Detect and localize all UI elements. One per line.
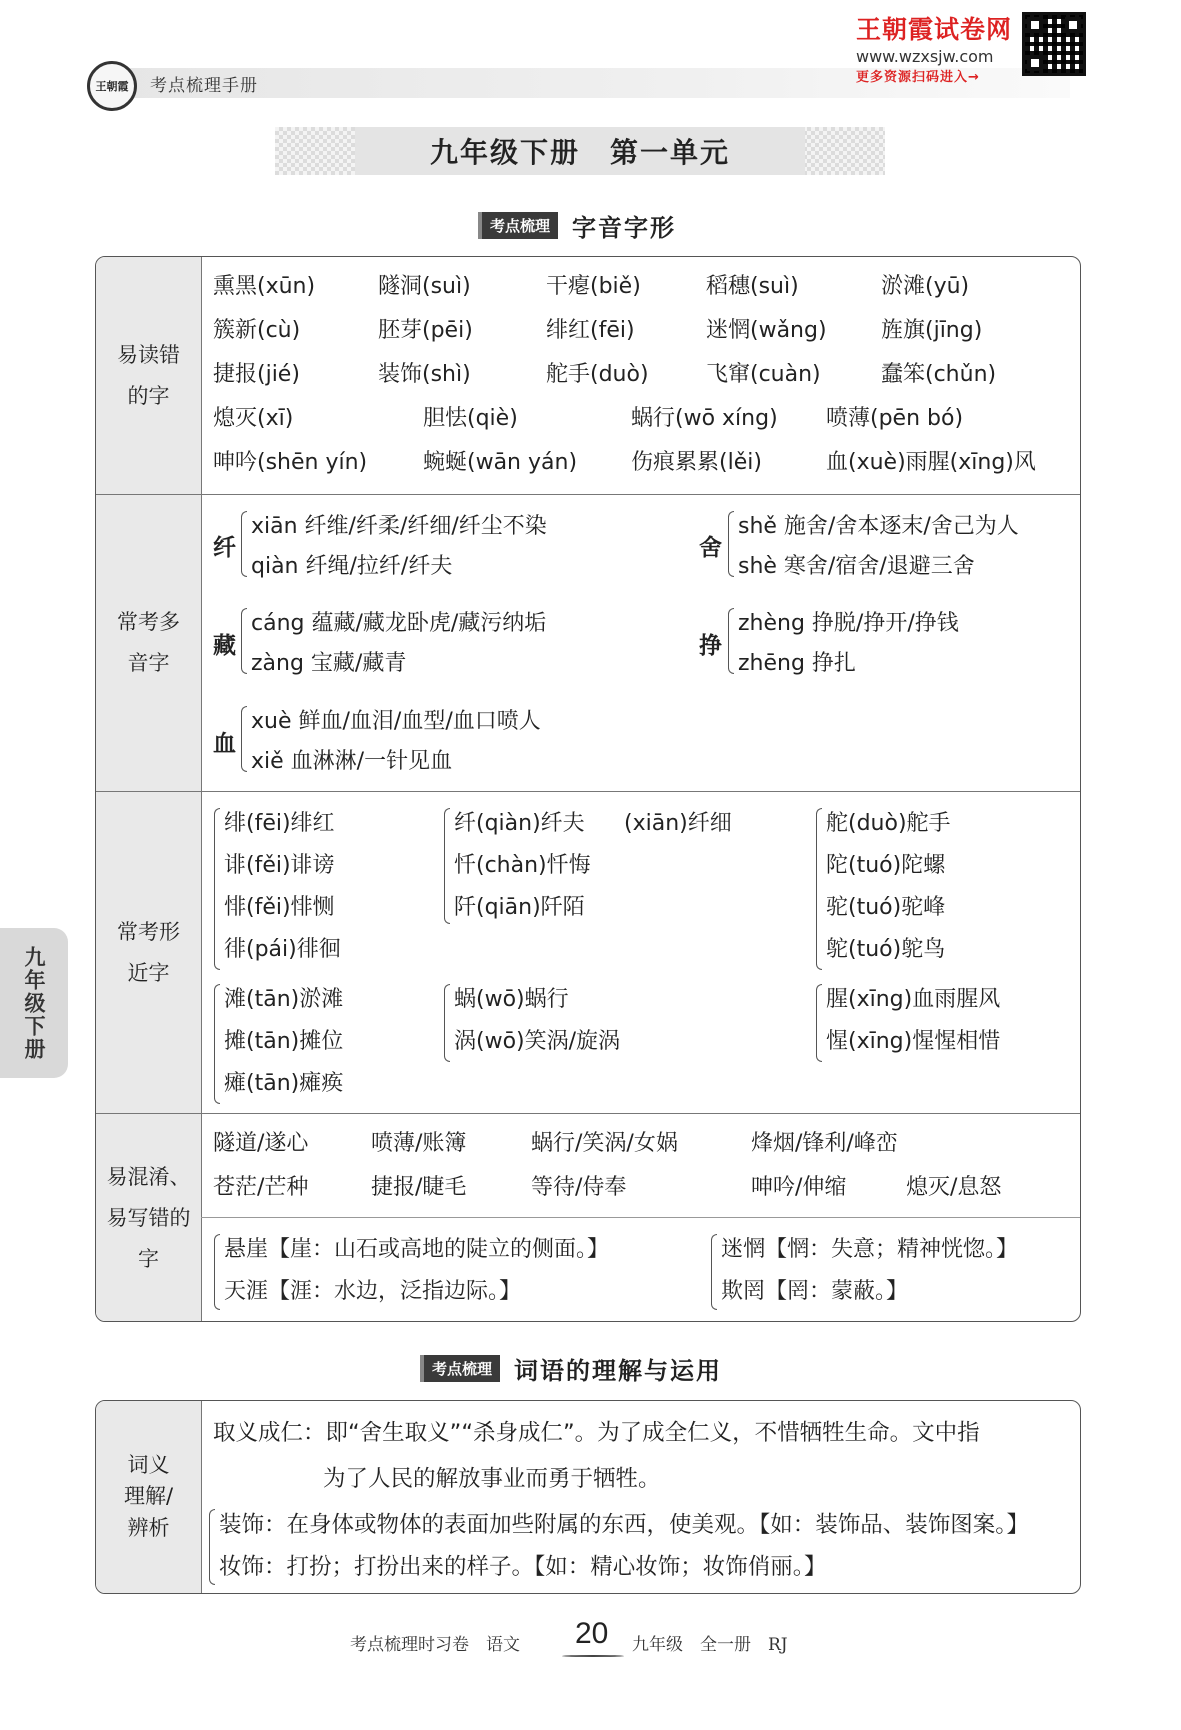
unit-title: 九年级下册 第一单元 [355,127,805,175]
polyphone-char: 藏 [213,633,236,659]
list-item: 蜗(wō)蜗行 [454,987,569,1012]
list-item: 徘(pái)徘徊 [224,937,341,962]
section-heading-1 [478,208,676,243]
list-item: 腥(xīng)血雨腥风 [826,987,1001,1012]
definition: 妆饰：打扮；打扮出来的样子。【如：精心妆饰；妆饰俏丽。】 [219,1554,827,1580]
brace [214,984,220,1104]
polyphone-line: cáng 蕴藏/藏龙卧虎/藏污纳垢 [251,611,547,636]
list-item: 熏黑(xūn) [213,274,316,299]
list-item: 驼(tuó)驼峰 [826,895,946,920]
list-item: 伤痕累累(lěi) [631,450,762,475]
brand-slogan: 更多资源扫码进入→ [856,70,980,85]
list-item: 滩(tān)淤滩 [224,987,344,1012]
page-number-underline [562,1655,624,1657]
list-item: 隧洞(suì) [378,274,471,299]
polyphone-char: 血 [213,731,236,757]
list-item: 蜗行/笑涡/女娲 [531,1131,678,1156]
section-title: 字音字形 [572,214,677,242]
polyphone-line: zàng 宝藏/藏青 [251,651,407,676]
definition: 取义成仁：即“舍生取义”“杀身成仁”。为了成全仁义，不惜牺牲生命。文中指 [213,1420,980,1446]
row-label: 词义理解/辨析 [96,1401,202,1593]
logo-text: 王朝霞 [95,80,129,93]
row-xing-jin-zi [96,791,1080,1113]
brace [728,511,734,577]
row-yi-hun-xiao [96,1113,1080,1322]
divider [201,1217,1080,1218]
list-item: 呻吟(shēn yín) [213,450,368,475]
list-item: 陀(tuó)陀螺 [826,853,946,878]
list-item: 胆怯(qiè) [423,406,518,431]
list-item: 淤滩(yū) [881,274,970,299]
brace [241,608,247,674]
list-item: 旌旗(jīng) [881,318,983,343]
list-item: 悱(fěi)悱恻 [224,895,335,920]
note-item: 迷惘【惘：失意；精神恍惚。】 [721,1237,1019,1262]
list-item: 隧道/遂心 [213,1131,309,1156]
qr-code-icon[interactable] [1022,12,1086,76]
list-item: 喷薄(pēn bó) [826,406,964,431]
note-item: 悬崖【崖：山石或高地的陡立的侧面。】 [224,1237,610,1262]
polyphone-line: qiàn 纤绳/拉纤/纤夫 [251,554,453,579]
list-item: 喷薄/账簿 [371,1131,467,1156]
side-tab-label: 九年级下册 [22,945,46,1061]
brace [816,808,822,970]
list-item: 飞窜(cuàn) [706,362,821,387]
polyphone-line: xiān 纤维/纤柔/纤细/纤尘不染 [251,514,547,539]
section-title: 词语的理解与运用 [514,1357,723,1385]
row-ci-yi [96,1401,1080,1593]
list-item: 瘫(tān)瘫痪 [224,1071,344,1096]
list-item: 烽烟/锋利/峰峦 [751,1131,898,1156]
side-tab [0,928,68,1078]
list-item: 簇新(cù) [213,318,301,343]
list-item: 惺(xīng)惺惺相惜 [826,1029,1001,1054]
list-item: 舵手(duò) [546,362,649,387]
row-label: 易混淆、易写错的字 [96,1114,202,1322]
footer-right: 九年级 全一册 RJ [632,1635,788,1655]
brace [728,608,734,674]
brace [816,984,822,1062]
brand-block [856,10,1016,85]
list-item: 捷报/睫毛 [371,1175,467,1200]
brace [209,1509,215,1585]
list-item: 稻穗(suì) [706,274,799,299]
list-item: 苍茫/芒种 [213,1175,309,1200]
row-duo-yin-zi [96,494,1080,791]
polyphone-line: zhēng 挣扎 [738,651,856,676]
row-label: 常考形近字 [96,792,202,1113]
list-item: 呻吟/伸缩 [751,1175,847,1200]
list-item: 蠢笨(chǔn) [881,362,997,387]
list-item: 鸵(tuó)鸵鸟 [826,937,946,962]
row-yi-du-cuo [96,257,1080,494]
list-item: 蜗行(wō xíng) [631,406,778,431]
logo-icon [87,61,137,111]
header-title: 考点梳理手册 [150,76,258,96]
table-ci-yu [95,1400,1081,1594]
row-label: 易读错的字 [96,257,202,494]
list-item: 忏(chàn)忏悔 [454,853,591,878]
list-item: 捷报(jié) [213,362,300,387]
note-item: 欺罔【罔：蒙蔽。】 [721,1279,909,1304]
list-item: 等待/侍奉 [531,1175,627,1200]
list-item: 绯(fēi)绯红 [224,811,335,836]
polyphone-line: zhèng 挣脱/挣开/挣钱 [738,611,959,636]
section-tag: 考点梳理 [420,1355,500,1382]
list-item: 绯红(fēi) [546,318,635,343]
brand-url[interactable]: www.wzxsjw.com [856,47,994,66]
list-item: (xiān)纤细 [624,811,732,836]
footer-left: 考点梳理时习卷 语文 [350,1635,520,1655]
list-item: 迷惘(wǎng) [706,318,827,343]
list-item: 蜿蜒(wān yán) [423,450,578,475]
table-zi-yin-zi-xing [95,256,1081,1322]
brace [711,1234,717,1310]
polyphone-line: xiě 血淋淋/一针见血 [251,749,453,774]
definition: 装饰：在身体或物体的表面加些附属的东西，使美观。【如：装饰品、装饰图案。】 [219,1512,1030,1538]
polyphone-char: 纤 [213,535,236,561]
list-item: 装饰(shì) [378,362,471,387]
brand-name: 王朝霞试卷网 [856,15,1013,44]
list-item: 诽(fěi)诽谤 [224,853,335,878]
list-item: 血(xuè)雨腥(xīng)风 [826,450,1036,475]
list-item: 摊(tān)摊位 [224,1029,344,1054]
list-item: 胚芽(pēi) [378,318,473,343]
brace [214,1234,220,1310]
list-item: 涡(wō)笑涡/旋涡 [454,1029,621,1054]
brace [241,511,247,577]
polyphone-line: shě 施舍/舍本逐末/舍己为人 [738,514,1019,539]
list-item: 舵(duò)舵手 [826,811,951,836]
row-label: 常考多音字 [96,495,202,791]
brace [214,808,220,970]
section-heading-2 [420,1351,722,1386]
polyphone-line: shè 寒舍/宿舍/退避三舍 [738,554,975,579]
list-item: 阡(qiān)阡陌 [454,895,585,920]
list-item: 干瘪(biě) [546,274,641,299]
list-item: 熄灭/息怒 [906,1175,1002,1200]
polyphone-char: 舍 [699,535,722,561]
brace [444,984,450,1062]
page-number: 20 [575,1617,609,1650]
brace [241,706,247,772]
polyphone-line: xuè 鲜血/血泪/血型/血口喷人 [251,709,541,734]
section-tag: 考点梳理 [478,212,558,239]
list-item: 纤(qiàn)纤夫 [454,811,585,836]
definition-cont: 为了人民的解放事业而勇于牺牲。 [323,1466,661,1492]
polyphone-char: 挣 [699,633,722,659]
list-item: 熄灭(xī) [213,406,294,431]
brace [444,808,450,924]
note-item: 天涯【涯：水边，泛指边际。】 [224,1279,522,1304]
